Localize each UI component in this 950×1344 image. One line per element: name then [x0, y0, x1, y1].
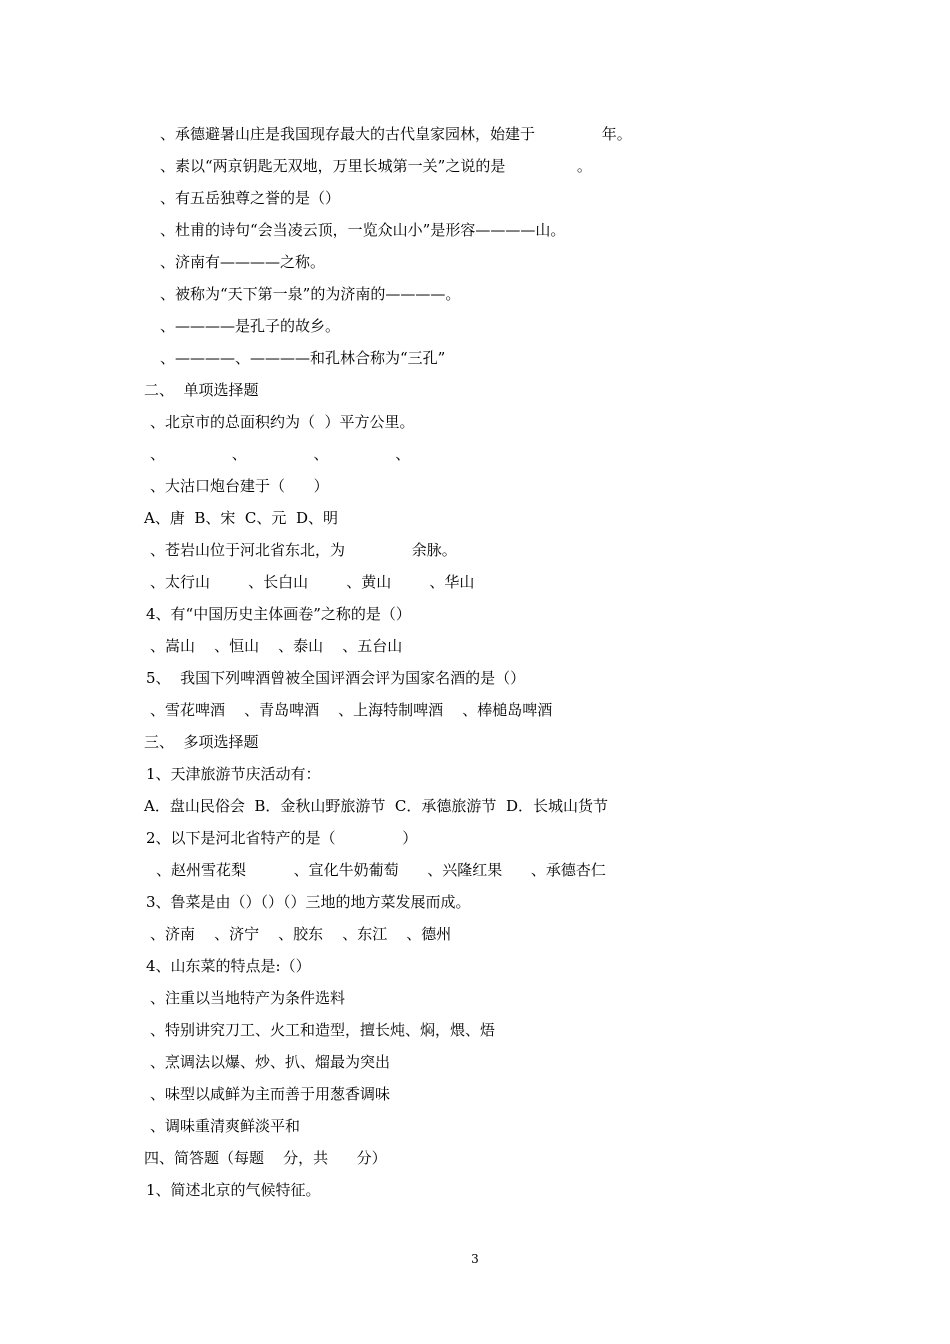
text-line: 、太行山 、长白山 、黄山 、华山 — [150, 573, 475, 591]
text-line: 、被称为“天下第一泉”的为济南的————。 — [160, 285, 461, 303]
text-line: 、烹调法以爆、炒、扒、熘最为突出 — [150, 1053, 391, 1071]
text-line: 、承德避暑山庄是我国现存最大的古代皇家园林，始建于 年。 — [160, 125, 632, 143]
text-line: 、济南有————之称。 — [160, 253, 326, 271]
text-line: 、雪花啤酒 、青岛啤酒 、上海特制啤酒 、棒槌岛啤酒 — [150, 701, 553, 719]
text-line: 4、山东菜的特点是:（） — [146, 957, 311, 975]
text-line: A、唐 B、宋 C、元 D、明 — [144, 509, 338, 527]
text-line: A．盘山民俗会 B．金秋山野旅游节 C．承德旅游节 D．长城山货节 — [144, 797, 608, 815]
section-heading: 四、简答题（每题 分，共 分） — [144, 1149, 387, 1167]
text-line: 、素以“两京钥匙无双地，万里长城第一关”之说的是 。 — [160, 157, 592, 175]
text-line: 2、以下是河北省特产的是（ ） — [146, 829, 418, 847]
text-line: 、————是孔子的故乡。 — [160, 317, 341, 335]
text-line: 、济南 、济宁 、胶东 、东江 、德州 — [150, 925, 452, 943]
text-line: 、有五岳独尊之誉的是（） — [160, 189, 341, 207]
page-number: 3 — [471, 1252, 479, 1266]
text-line: 3、鲁菜是由（）（）（）三地的地方菜发展而成。 — [146, 893, 471, 911]
section-heading: 三、 多项选择题 — [144, 733, 259, 751]
text-line: 、苍岩山位于河北省东北，为 余脉。 — [150, 541, 457, 559]
text-line: 、嵩山 、恒山 、泰山 、五台山 — [150, 637, 403, 655]
text-line: 、特别讲究刀工、火工和造型，擅长炖、焖，煨、焐 — [150, 1021, 496, 1039]
text-line: 4、有“中国历史主体画卷”之称的是（） — [146, 605, 411, 623]
text-line: 、注重以当地特产为条件选料 — [150, 989, 346, 1007]
text-line: 、调味重清爽鲜淡平和 — [150, 1117, 301, 1135]
text-line: 、味型以咸鲜为主而善于用葱香调味 — [150, 1085, 391, 1103]
text-line: 1、天津旅游节庆活动有： — [146, 765, 321, 783]
text-line: 、————、————和孔林合称为“三孔” — [160, 349, 446, 367]
text-line: 、杜甫的诗句“会当凌云顶，一览众山小”是形容————山。 — [160, 221, 566, 239]
text-line: 5、 我国下列啤酒曾被全国评酒会评为国家名酒的是（） — [146, 669, 526, 687]
text-line: 、赵州雪花梨 、宣化牛奶葡萄 、兴隆红果 、承德杏仁 — [156, 861, 606, 879]
text-line: 1、简述北京的气候特征。 — [146, 1181, 321, 1199]
text-line: 、 、 、 、 — [150, 445, 411, 463]
text-line: 、北京市的总面积约为（ ）平方公里。 — [150, 413, 415, 431]
section-heading: 二、 单项选择题 — [144, 381, 259, 399]
text-line: 、大沽口炮台建于（ ） — [150, 477, 329, 495]
